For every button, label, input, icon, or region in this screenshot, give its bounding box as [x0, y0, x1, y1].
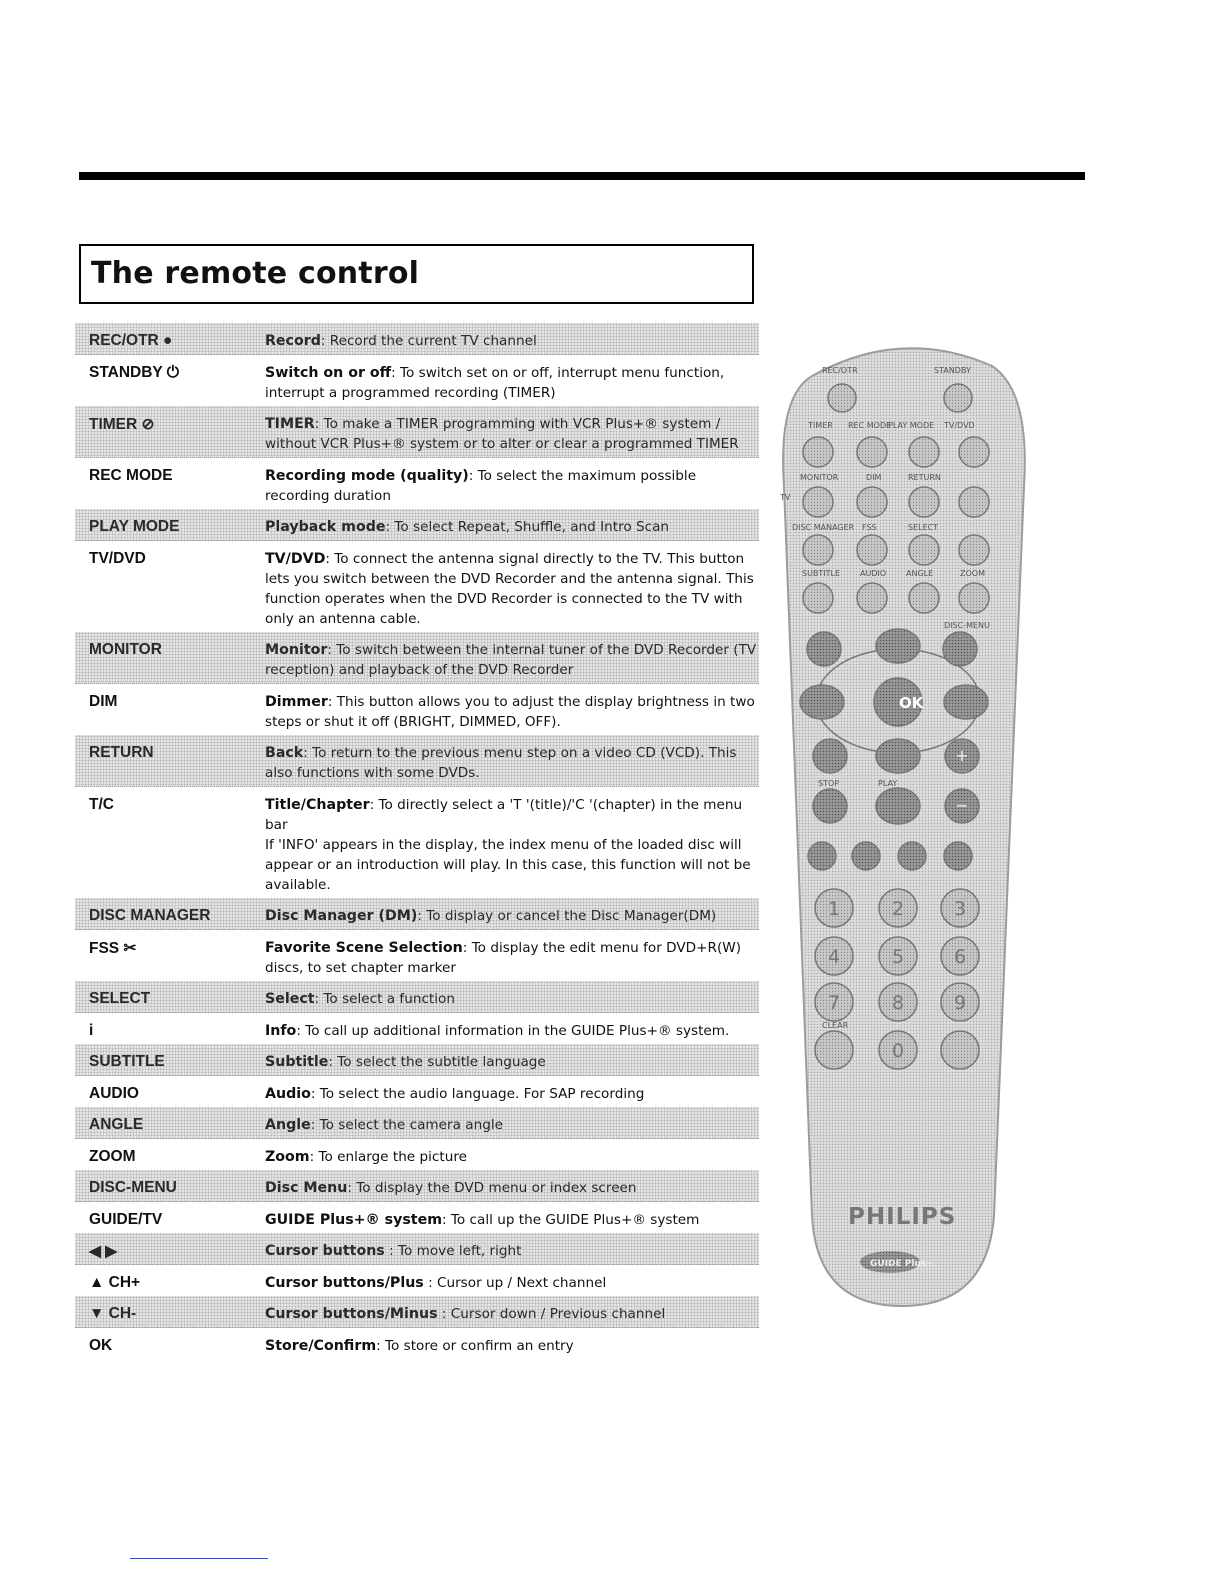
remote-label-angle: ANGLE — [906, 569, 934, 578]
previous-button[interactable] — [852, 842, 880, 870]
function-text: To call up additional information in the GUIDE Plus+® system. — [305, 1023, 730, 1039]
description-paragraph — [265, 1178, 757, 1198]
term-separator: : — [417, 908, 427, 924]
term-separator: : — [384, 1243, 398, 1259]
button-description — [265, 1267, 759, 1293]
remote-label-play: PLAY — [878, 779, 898, 788]
remote-control-illustration — [762, 336, 1042, 1316]
function-text: To move left, right — [397, 1243, 522, 1259]
audio-button[interactable] — [857, 583, 887, 613]
remote-label-play-mode: PLAY MODE — [888, 421, 935, 430]
table-row — [75, 1013, 759, 1044]
zoom-button[interactable] — [959, 583, 989, 613]
description-paragraph — [265, 743, 757, 783]
description-paragraph — [265, 692, 757, 732]
term-separator: : — [325, 551, 335, 567]
guide-plus-logo-text: GUIDE Plus+ — [870, 1259, 934, 1269]
description-paragraph — [265, 1052, 757, 1072]
button-name: STANDBY ⏻ — [89, 364, 180, 381]
button-description — [265, 460, 759, 506]
button-description — [265, 789, 759, 895]
digit-label: 0 — [891, 1040, 905, 1062]
button-description — [265, 1046, 759, 1072]
term-separator: : — [391, 365, 401, 381]
button-description — [265, 1015, 759, 1041]
function-term: Favorite Scene Selection — [265, 940, 463, 956]
section-title-box — [79, 244, 754, 304]
button-name: ▼ CH- — [89, 1305, 137, 1322]
description-paragraph — [265, 1210, 757, 1230]
digit-label: 2 — [891, 898, 905, 920]
description-paragraph — [265, 414, 757, 454]
function-text: To display the DVD menu or index screen — [356, 1180, 637, 1196]
function-term: TV/DVD — [265, 551, 326, 567]
table-row — [75, 1233, 759, 1265]
function-term: Store/Confirm — [265, 1338, 377, 1354]
function-text: To store or confirm an entry — [385, 1338, 574, 1354]
remote-label-clear: CLEAR — [822, 1021, 849, 1030]
button-name: OK — [89, 1337, 113, 1354]
button-description — [265, 1235, 759, 1261]
function-text: This button allows you to adjust the display brightness in two steps or shut it off (BRIGHT, DIMMED, OFF). — [265, 694, 755, 730]
function-term: Record — [265, 333, 321, 349]
select-button[interactable] — [909, 535, 939, 565]
fss-button[interactable] — [857, 535, 887, 565]
description-paragraph — [265, 331, 757, 351]
function-text: To make a TIMER programming with VCR Plus+® system / without VCR Plus+® system or to alter or clear a programmed TIMER — [265, 416, 739, 452]
button-description — [265, 325, 759, 351]
return-button[interactable] — [909, 487, 939, 517]
function-term: Cursor buttons/Minus — [265, 1306, 438, 1322]
table-row — [75, 1170, 759, 1202]
table-row — [75, 1044, 759, 1076]
description-paragraph — [265, 1147, 757, 1167]
button-name: DIM — [89, 693, 118, 710]
button-description — [265, 1298, 759, 1324]
term-separator: : — [468, 468, 478, 484]
button-description — [265, 634, 759, 680]
term-separator: : — [442, 1212, 451, 1228]
button-description — [265, 357, 759, 403]
top-rule — [79, 172, 1085, 180]
term-separator: : — [327, 694, 337, 710]
button-name: ZOOM — [89, 1148, 136, 1165]
footer-link-underline — [130, 1558, 268, 1559]
digit-label: 8 — [891, 992, 905, 1014]
remote-label-return: RETURN — [908, 473, 941, 482]
button-description — [265, 1172, 759, 1198]
rewind-button[interactable] — [808, 842, 836, 870]
table-row — [75, 1107, 759, 1139]
function-text: To select the audio language. For SAP recording — [319, 1086, 645, 1102]
digit-label: 4 — [827, 946, 841, 968]
page-title: The remote control — [91, 256, 420, 291]
remote-label-tv-dvd: TV/DVD — [944, 421, 975, 430]
table-row — [75, 735, 759, 787]
table-row — [75, 1328, 759, 1359]
remote-label-rec-mode: REC MODE — [848, 421, 892, 430]
function-text: To select the camera angle — [319, 1117, 503, 1133]
remote-label-standby: STANDBY — [934, 366, 971, 375]
function-text: Cursor up / Next channel — [436, 1275, 607, 1291]
button-name: ANGLE — [89, 1116, 144, 1133]
term-separator: : — [314, 416, 324, 432]
remote-label-rec-otr: REC/OTR — [822, 366, 858, 375]
play-mode-button[interactable] — [909, 437, 939, 467]
button-description — [265, 543, 759, 629]
table-row — [75, 632, 759, 684]
table-row — [75, 1139, 759, 1170]
subtitle-button[interactable] — [803, 583, 833, 613]
term-separator: : — [347, 1180, 357, 1196]
function-term: Monitor — [265, 642, 328, 658]
description-paragraph — [265, 1336, 757, 1356]
button-description — [265, 511, 759, 537]
function-text: To display the edit menu for DVD+R(W) discs, to set chapter marker — [265, 940, 742, 976]
function-term: Cursor buttons/Plus — [265, 1275, 424, 1291]
remote-svg — [762, 336, 1042, 1316]
button-description — [265, 1078, 759, 1104]
button-name: REC MODE — [89, 467, 173, 484]
function-term: GUIDE Plus+® system — [265, 1212, 442, 1228]
digit-key[interactable] — [941, 1031, 979, 1069]
description-paragraph — [265, 363, 757, 403]
t-c-button[interactable] — [959, 487, 989, 517]
digit-label: 6 — [953, 946, 967, 968]
digit-label: 7 — [827, 992, 841, 1014]
function-text: To display or cancel the Disc Manager(DM) — [426, 908, 717, 924]
standby-button[interactable] — [944, 384, 972, 412]
table-row — [75, 509, 759, 541]
button-name: GUIDE/TV — [89, 1211, 163, 1228]
description-paragraph — [265, 1273, 757, 1293]
description-paragraph — [265, 906, 757, 926]
function-text: To select a function — [323, 991, 455, 1007]
function-text: To return to the previous menu step on a video CD (VCD). This also functions with some DVDs. — [265, 745, 737, 781]
function-text: Cursor down / Previous channel — [450, 1306, 666, 1322]
description-paragraph — [265, 1241, 757, 1261]
button-name: MONITOR — [89, 641, 162, 658]
function-text: To call up the GUIDE Plus+® system — [450, 1212, 700, 1228]
description-paragraph — [265, 1084, 757, 1104]
function-text: To select Repeat, Shuffle, and Intro Scan — [394, 519, 670, 535]
cursor-right-button[interactable] — [944, 685, 988, 719]
dim-button[interactable] — [857, 487, 887, 517]
button-name: ▲ CH+ — [89, 1274, 141, 1291]
function-term: Playback mode — [265, 519, 386, 535]
description-paragraph — [265, 989, 757, 1009]
function-term: Cursor buttons — [265, 1243, 385, 1259]
function-term: Dimmer — [265, 694, 328, 710]
remote-label-select: SELECT — [908, 523, 939, 532]
term-separator: : — [327, 642, 337, 658]
button-name: ◀ ▶ — [89, 1243, 118, 1260]
function-term: Switch on or off — [265, 365, 392, 381]
term-separator: : — [385, 519, 395, 535]
digit-label: 5 — [891, 946, 905, 968]
function-term: Title/Chapter — [265, 797, 370, 813]
timer-button[interactable] — [803, 437, 833, 467]
remote-label-disc-manager: DISC MANAGER — [792, 523, 855, 532]
button-name: PLAY MODE — [89, 518, 180, 535]
button-description-table — [75, 323, 759, 1359]
term-separator: : — [328, 1054, 338, 1070]
button-description — [265, 1141, 759, 1167]
plus-icon: + — [955, 746, 969, 765]
table-row — [75, 1265, 759, 1296]
remote-label-stop: STOP — [818, 779, 840, 788]
button-name: TIMER ⊘ — [89, 416, 155, 433]
term-separator: : — [310, 1117, 320, 1133]
button-name: T/C — [89, 796, 114, 813]
button-name: DISC MANAGER — [89, 907, 211, 924]
term-separator: : — [369, 797, 379, 813]
button-name: SUBTITLE — [89, 1053, 165, 1070]
term-separator: : — [314, 991, 324, 1007]
function-term: Back — [265, 745, 304, 761]
info-button[interactable] — [959, 535, 989, 565]
table-row — [75, 406, 759, 458]
remote-label-tv: TV — [780, 493, 791, 502]
description-paragraph — [265, 466, 757, 506]
disc-menu-button[interactable] — [943, 632, 977, 666]
term-separator: : — [462, 940, 472, 956]
term-separator: : — [309, 1149, 319, 1165]
button-description — [265, 900, 759, 926]
stop-button[interactable] — [813, 789, 847, 823]
function-term: Audio — [265, 1086, 311, 1102]
button-name: TV/DVD — [89, 550, 146, 567]
button-description — [265, 408, 759, 454]
table-row — [75, 1296, 759, 1328]
function-term: Select — [265, 991, 315, 1007]
table-row — [75, 898, 759, 930]
description-paragraph — [265, 1115, 757, 1135]
description-paragraph — [265, 938, 757, 978]
button-name: RETURN — [89, 744, 154, 761]
digit-label: 3 — [953, 898, 967, 920]
monitor-button[interactable] — [803, 487, 833, 517]
remote-label-zoom: ZOOM — [960, 569, 985, 578]
description-paragraph — [265, 640, 757, 680]
button-description — [265, 1330, 759, 1356]
table-row — [75, 458, 759, 509]
table-row — [75, 930, 759, 981]
table-row — [75, 323, 759, 355]
guide-tv-button[interactable] — [807, 632, 841, 666]
table-row — [75, 787, 759, 898]
play-button[interactable] — [876, 788, 920, 824]
button-name: DISC-MENU — [89, 1179, 177, 1196]
function-term: Info — [265, 1023, 297, 1039]
button-name: FSS ✂ — [89, 940, 137, 957]
tv-dvd-button[interactable] — [959, 437, 989, 467]
button-description — [265, 983, 759, 1009]
table-row — [75, 1076, 759, 1107]
function-term: Recording mode (quality) — [265, 468, 469, 484]
button-description — [265, 737, 759, 783]
function-text: To select the subtitle language — [337, 1054, 546, 1070]
angle-button[interactable] — [909, 583, 939, 613]
cursor-down-button[interactable] — [876, 739, 920, 773]
forward-button[interactable] — [944, 842, 972, 870]
description-paragraph — [265, 517, 757, 537]
description-paragraph — [265, 795, 757, 835]
button-name: SELECT — [89, 990, 151, 1007]
term-separator: : — [376, 1338, 386, 1354]
function-text: Record the current TV channel — [329, 333, 537, 349]
digit-label: 9 — [953, 992, 967, 1014]
remote-label-audio: AUDIO — [860, 569, 887, 578]
table-row — [75, 1202, 759, 1233]
button-name: REC/OTR ● — [89, 332, 173, 349]
term-separator: : — [310, 1086, 320, 1102]
remote-label-monitor: MONITOR — [800, 473, 839, 482]
button-description — [265, 1109, 759, 1135]
term-separator: : — [320, 333, 330, 349]
disc-manager-button[interactable] — [803, 535, 833, 565]
description-note: If 'INFO' appears in the display, the index menu of the loaded disc will appear or an introduction will play. In this case, this function will not be available. — [265, 837, 751, 893]
function-text: To switch set on or off, interrupt menu function, interrupt a programmed recording (TIMER) — [265, 365, 725, 401]
button-name: AUDIO — [89, 1085, 139, 1102]
cursor-up-button[interactable] — [876, 629, 920, 663]
function-text: To connect the antenna signal directly to the TV. This button lets you switch between the DVD Recorder and the antenna signal. This function operates when the DVD Recorder is connected to the TV with only an antenna cable. — [265, 551, 754, 627]
term-separator: : — [303, 745, 313, 761]
cursor-left-button[interactable] — [800, 685, 844, 719]
term-separator: : — [423, 1275, 437, 1291]
term-separator: : — [437, 1306, 451, 1322]
description-paragraph — [265, 1304, 757, 1324]
remote-label-subtitle: SUBTITLE — [802, 569, 841, 578]
button-description — [265, 686, 759, 732]
button-name: i — [89, 1022, 94, 1039]
digit-label: 1 — [827, 898, 841, 920]
function-text: To switch between the internal tuner of the DVD Recorder (TV reception) and playback of the DVD Recorder — [265, 642, 757, 678]
description-paragraph — [265, 1021, 757, 1041]
remote-label-fss: FSS — [862, 523, 877, 532]
remote-label-disc-menu: DISC-MENU — [944, 621, 990, 630]
remote-brand-logo: PHILIPS — [848, 1204, 957, 1230]
button-description — [265, 1204, 759, 1230]
remote-ok-label: OK — [899, 694, 924, 712]
remote-label-dim: DIM — [866, 473, 882, 482]
minus-icon: − — [955, 796, 969, 815]
table-row — [75, 981, 759, 1013]
button-description — [265, 932, 759, 978]
function-term: Zoom — [265, 1149, 310, 1165]
description-paragraph — [265, 549, 757, 629]
remote-label-timer: TIMER — [808, 421, 833, 430]
function-text: To enlarge the picture — [318, 1149, 467, 1165]
function-term: TIMER — [265, 416, 315, 432]
pause-button[interactable] — [898, 842, 926, 870]
table-row — [75, 684, 759, 735]
function-term: Disc Menu — [265, 1180, 348, 1196]
rec-mode-button[interactable] — [857, 437, 887, 467]
term-separator: : — [296, 1023, 306, 1039]
table-row — [75, 355, 759, 406]
table-row — [75, 541, 759, 632]
function-text: To select the maximum possible recording duration — [265, 468, 697, 504]
function-term: Subtitle — [265, 1054, 329, 1070]
function-term: Disc Manager (DM) — [265, 908, 418, 924]
rec-otr-button[interactable] — [828, 384, 856, 412]
function-term: Angle — [265, 1117, 311, 1133]
function-text: To directly select a 'T '(title)/'C '(chapter) in the menu bar — [265, 797, 743, 833]
system-menu-button[interactable] — [813, 739, 847, 773]
digit-key[interactable] — [815, 1031, 853, 1069]
